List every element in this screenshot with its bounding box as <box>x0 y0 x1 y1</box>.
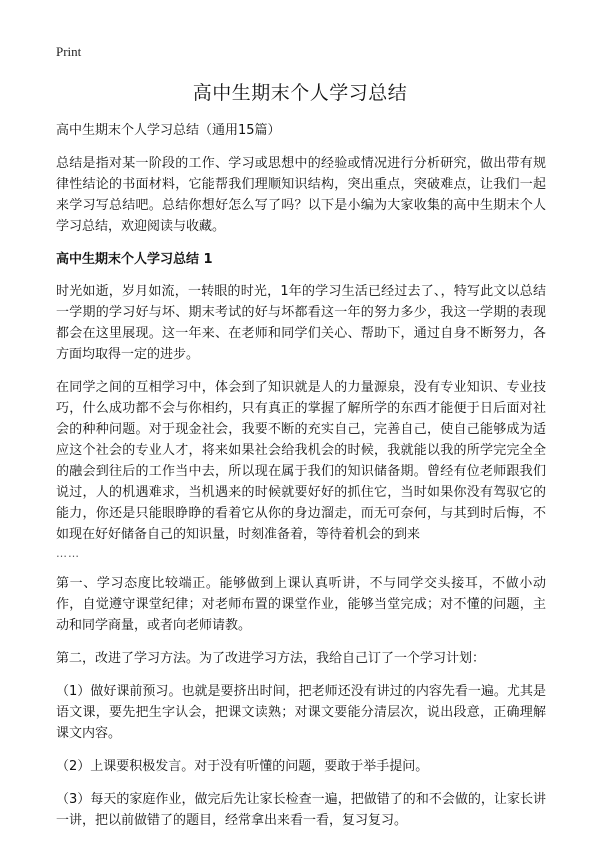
body-paragraph: 第一、学习态度比较端正。能够做到上课认真听讲，不与同学交头接耳，不做小动作，自觉遵守课堂纪律；对老师布置的课堂作业，能够当堂完成；对不懂的问题，主动和同学商量，或者向老师请教。 <box>56 576 546 633</box>
subtitle: 高中生期末个人学习总结（通用15篇） <box>56 123 281 138</box>
list-item: （2）上课要积极发言。对于没有听懂的问题，要敢于举手提问。 <box>56 759 429 774</box>
body-paragraph <box>56 377 546 563</box>
section-heading: 高中生期末个人学习总结 1 <box>56 252 213 267</box>
print-link[interactable]: Print <box>56 44 82 59</box>
body-paragraph: 第二，改进了学习方法。为了改进学习方法，我给自己订了一个学习计划： <box>56 651 486 666</box>
intro-paragraph: 总结是指对某一阶段的工作、学习或思想中的经验或情况进行分析研究，做出带有规律性结论的书面材料，它能帮我们理顺知识结构，突出重点，突破难点，让我们一起来学习写总结吧。总结你想好怎么写了吗？以下是小编为大家收集的高中生期末个人学习总结，欢迎阅读与收藏。 <box>56 156 546 234</box>
ellipsis: …… <box>56 547 80 560</box>
page-title: 高中生期末个人学习总结 <box>192 82 408 104</box>
list-item: （1）做好课前预习。也就是要挤出时间，把老师还没有讲过的内容先看一遍。尤其是语文课，要先把生字认会，把课文读熟；对课文要能分清层次，说出段意，正确理解课文内容。 <box>56 684 546 741</box>
article-body <box>56 120 546 843</box>
body-paragraph: 时光如逝，岁月如流，一转眼的时光，1年的学习生活已经过去了、，特写此文以总结一学期的学习好与坏、期末考试的好与坏都看这一年的努力多少，我这一学期的表现都会在这里展现。这一年来、在老师和同学们关心、帮助下，通过自身不断努力，各方面均取得一定的进步。 <box>56 284 546 362</box>
list-item: （3）每天的家庭作业，做完后先让家长检查一遍，把做错了的和不会做的，让家长讲一讲，把以前做错了的题目，经常拿出来看一看，复习复习。 <box>56 792 546 828</box>
paragraph-text: 在同学之间的互相学习中，体会到了知识就是人的力量源泉，没有专业知识、专业技巧，什么成功都不会与你相约，只有真正的掌握了解所学的东西才能便于日后面对社会的种种问题。对于现金社会，我要不断的充实自己，完善自己，使自己能够成为适应这个社会的专业人才，将来如果社会给我机会的时候，我就能以我的所学完完全全的融会到往后的工作当中去，所以现在属于我们的知识储备期。曾经有位老师跟我们说过，人的机遇难求，当机遇来的时候就要好好的抓住它，当时如果你没有驾驭它的能力，你还是只能眼睁睁的看着它从你的身边溜走，而无可奈何，与其到时后悔，不如现在好好储备自己的知识量，时刻准备着，等待着机会的到来 <box>56 380 546 542</box>
